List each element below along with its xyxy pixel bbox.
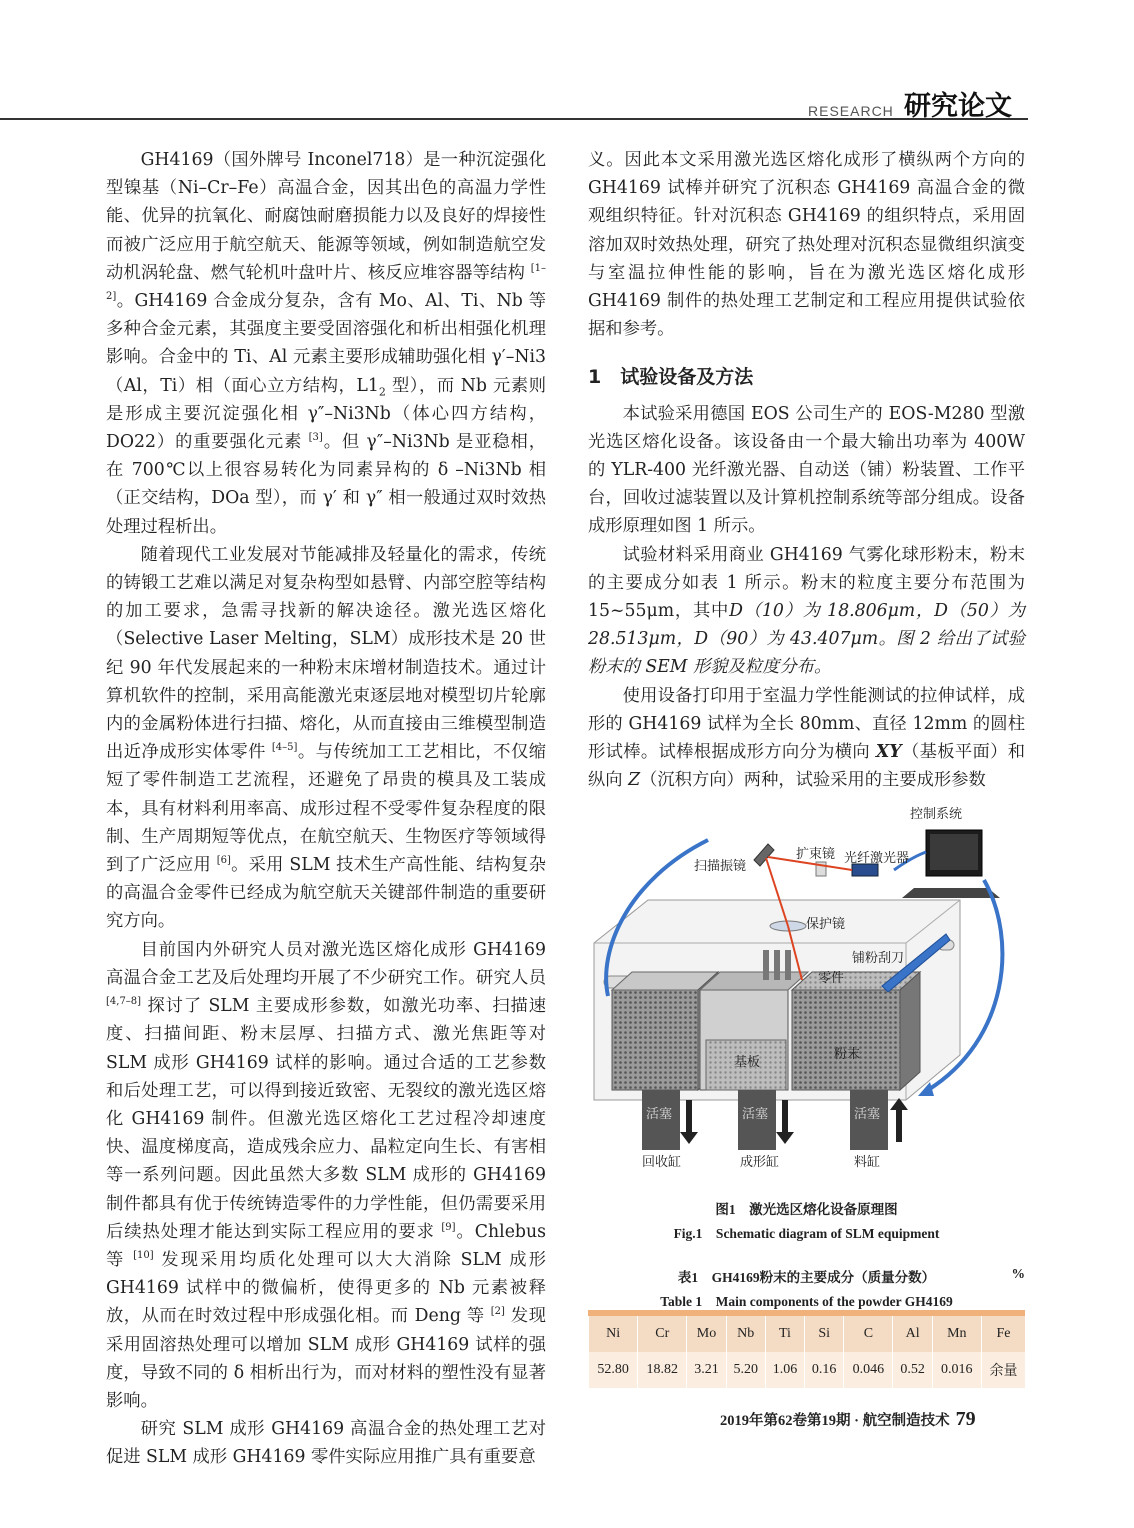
citation: [6] [216, 855, 231, 867]
paragraph: 目前国内外研究人员对激光选区熔化成形 GH4169 高温合金工艺及后处理均开展了不少研究工作。研究人员 [4,7–8] 探讨了 SLM 主要成形参数，如激光功率、扫描速度、扫描间距、粉末层厚、扫描方式、激光焦距等对 SLM 成形 GH4169 试样的影响。通过合适的工艺参数和后处理工艺，可以得到接近致密、无裂纹的激光选区熔化 GH4169 制件。但激光选区熔化工艺过程冷却速度快、温度梯度高，造成残余应力、晶粒定向生长、有害相等一系列问题。因此虽然大多数 SLM 成形的 GH4169 制件都具有优于传统铸造零件的力学性能，但仍需要采用后续热处理才能达到实际工程应用的要求 [9]。Chlebus 等 [10] 发现采用均质化处理可以大大消除 SLM 成形 GH4169 试样中的微偏析，使得更多的 Nb 元素被释放，从而在时效过程中形成强化相。而 Deng 等 [2] 发现采用固溶热处理可以增加 SLM 成形 GH4169 试样的强度，导致不同的 δ 相析出行为，而对材料的塑性没有显著影响。 [106, 939, 546, 1411]
table-row: 52.80 18.82 3.21 5.20 1.06 0.16 0.046 0.52 0.016 余量 [589, 1352, 1026, 1388]
label-build-tank: 成形缸 [740, 1155, 780, 1170]
label-recycle-tank: 回收缸 [642, 1155, 682, 1170]
header-research-label: RESEARCH [808, 103, 894, 119]
citation: [4–5] [271, 742, 298, 754]
label-fiber-laser: 光纤激光器 [844, 851, 910, 866]
paragraph: 试验材料采用商业 GH4169 气雾化球形粉末，粉末的主要成分如表 1 所示。粉末的粒度主要分布范围为 15~55μm，其中D（10）为 18.806μm，D（50）为 28.513μm，D（90）为 43.407μm。图 2 给出了试验粉末的 SEM 形貌及粒度分布。 [588, 544, 1026, 678]
label-piston: 活塞 [646, 1107, 673, 1122]
citation: [9] [441, 1221, 456, 1233]
paragraph: GH4169（国外牌号 Inconel718）是一种沉淀强化型镍基（Ni–Cr–Fe）高温合金，因其出色的高温力学性能、优异的抗氧化、耐腐蚀耐磨损能力以及良好的焊接性而被广泛应用于航空航天、能源等领域，例如制造航空发动机涡轮盘、燃气轮机叶盘叶片、核反应堆容器等结构 [1–2]。GH4169 合金成分复杂，含有 Mo、Al、Ti、Nb 等多种合金元素，其强度主要受固溶强化和析出相强化机理影响。合金中的 Ti、Al 元素主要形成辅助强化相 γ′–Ni3（Al，Ti）相（面心立方结构，$L1_2$ 型），而 Nb 元素则是形成主要沉淀强化相 γ″–Ni3Nb（体心四方结构，DO22）的重要强化元素 [3]。但 γ″–Ni3Nb 是亚稳相，在 700℃以上很容易转化为同素异构的 δ –Ni3Nb 相（正交结构，DOa 型），而 γ′ 和 γ″ 相一般通过双时效热处理过程析出。 [106, 150, 546, 537]
label-powder: 粉末 [834, 1047, 861, 1062]
table-caption-cn: 表1 GH4169粉末的主要成分（质量分数） % [677, 1266, 1025, 1285]
label-beam-expander: 扩束镜 [796, 847, 836, 862]
paragraph: 义。因此本文采用激光选区熔化成形了横纵两个方向的 GH4169 试棒并研究了沉积态 GH4169 高温合金的微观组织特征。针对沉积态 GH4169 的组织特点，采用固溶加双时效热处理，研究了热处理对沉积态显微组织演变与室温拉伸性能的影响，旨在为激光选区熔化成形 GH4169 制件的热处理工艺制定和工程应用提供试验依据和参考。 [588, 150, 1025, 340]
composition-table [588, 1310, 1025, 1388]
figure-caption-en: Fig.1 Schematic diagram of SLM equipment [673, 1226, 940, 1241]
section-heading: 1 试验设备及方法 [588, 366, 754, 389]
citation: [1–2] [106, 263, 546, 303]
page-number: 79 [955, 1408, 976, 1430]
figure-caption-cn: 图1 激光选区熔化设备原理图 [715, 1202, 898, 1217]
label-scanner: 扫描振镜 [694, 859, 747, 874]
table-caption-en: Table 1 Main components of the powder GH4169 [660, 1294, 953, 1309]
slm-diagram [588, 800, 1025, 1190]
subscript: 2 [378, 385, 386, 399]
table-header-row: Ni Cr Mo Nb Ti Si C Al Mn Fe [589, 1316, 1026, 1352]
label-feed-tank: 料缸 [854, 1155, 881, 1170]
left-column [106, 146, 546, 1472]
label-piston: 活塞 [742, 1107, 769, 1122]
page-footer: 2019年第62卷第19期 · 航空制造技术 79 [720, 1408, 976, 1430]
table-unit: % [1011, 1266, 1025, 1281]
paragraph: 随着现代工业发展对节能减排及轻量化的需求，传统的铸锻工艺难以满足对复杂构型如悬臂、内部空腔等结构的加工要求，急需寻找新的解决途径。激光选区熔化（Selective Laser Melting，SLM）成形技术是 20 世纪 90 年代发展起来的一种粉末床增材制造技术。通过计算机软件的控制，采用高能激光束逐层地对模型切片轮廓内的金属粉体进行扫描、熔化，从而直接由三维模型制造出近净成形实体零件 [4–5]。与传统加工工艺相比，不仅缩短了零件制造工艺流程，还避免了昂贵的模具及工装成本，具有材料利用率高、成形过程不受零件复杂程度的限制、生产周期短等优点，在航空航天、生物医疗等领域得到了广泛应用 [6]。采用 SLM 技术生产高性能、结构复杂的高温合金零件已经成为航空航天关键部件制造的重要研究方向。 [106, 544, 546, 932]
header-section-title: 研究论文 [904, 91, 1012, 122]
paragraph: 使用设备打印用于室温力学性能测试的拉伸试样，成形的 GH4169 试样为全长 80mm、直径 12mm 的圆柱形试棒。试棒根据成形方向分为横向 XY（基板平面）和纵向 Z（沉积方向）两种，试验采用的主要成形参数 [588, 685, 1025, 791]
citation: [3] [308, 432, 323, 444]
figure-slm-schematic [588, 800, 1025, 1190]
paragraph: 本试验采用德国 EOS 公司生产的 EOS-M280 型激光选区熔化设备。该设备由一个最大输出功率为 400W 的 YLR-400 光纤激光器、自动送（铺）粉装置、工作平台，回收过滤装置以及计算机控制系统等部分组成。设备成形原理如图 1 所示。 [588, 403, 1025, 537]
label-protect-lens: 保护镜 [806, 917, 846, 932]
citation: [4,7–8] [106, 996, 142, 1008]
label-scraper: 铺粉刮刀 [852, 951, 905, 966]
citation: [2] [490, 1306, 505, 1318]
paragraph: 研究 SLM 成形 GH4169 高温合金的热处理工艺对促进 SLM 成形 GH4169 零件实际应用推广具有重要意 [106, 1419, 546, 1468]
label-control-system: 控制系统 [910, 807, 963, 822]
label-substrate: 基板 [734, 1055, 761, 1070]
label-piston: 活塞 [854, 1107, 881, 1122]
citation: [10] [133, 1250, 154, 1262]
label-part: 零件 [818, 971, 845, 986]
right-column [588, 146, 1025, 794]
